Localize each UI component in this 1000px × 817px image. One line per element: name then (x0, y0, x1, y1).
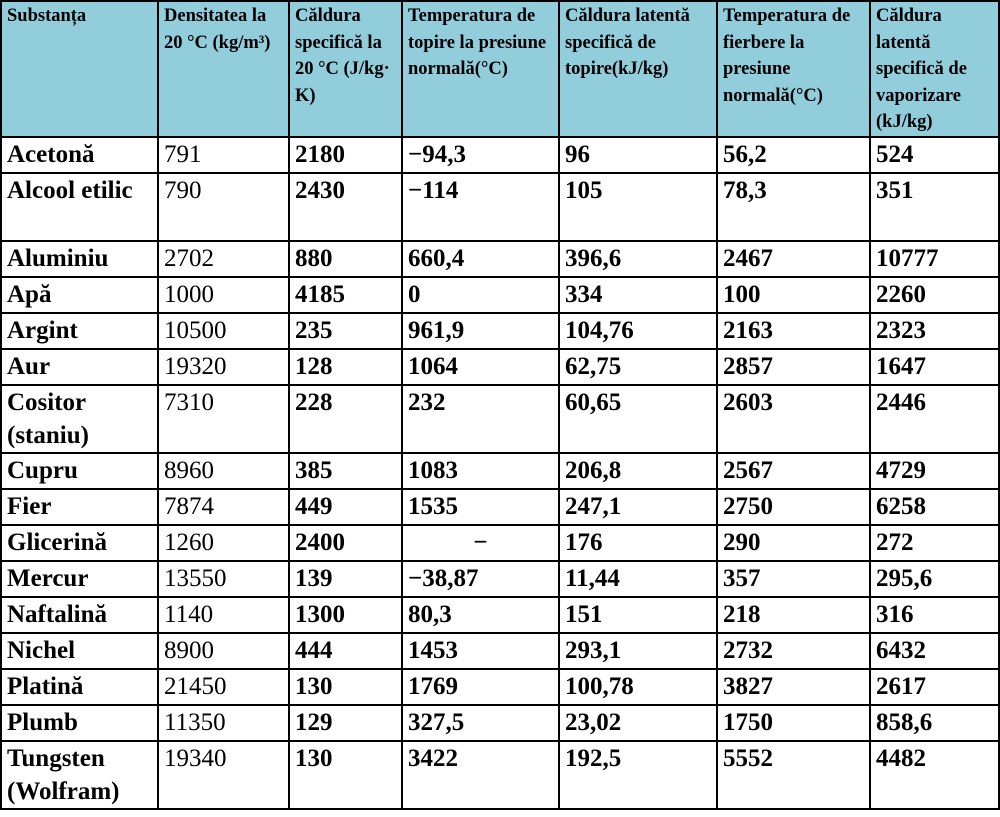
latent-vaporization-cell: 351 (870, 173, 999, 241)
latent-vaporization-cell: 295,6 (870, 561, 999, 597)
boiling-point-cell: 100 (717, 277, 870, 313)
latent-melting-cell: 11,44 (559, 561, 717, 597)
table-header-row (1, 1, 999, 137)
latent-vaporization-cell: 2260 (870, 277, 999, 313)
latent-melting-cell: 151 (559, 597, 717, 633)
table-row (1, 669, 999, 705)
melting-point-cell: −114 (402, 173, 559, 241)
density-cell: 13550 (158, 561, 289, 597)
density-cell: 7874 (158, 489, 289, 525)
specific-heat-cell: 128 (289, 349, 402, 385)
latent-vaporization-cell: 2323 (870, 313, 999, 349)
melting-point-cell: 1769 (402, 669, 559, 705)
melting-point-cell: 232 (402, 385, 559, 453)
boiling-point-cell: 3827 (717, 669, 870, 705)
specific-heat-cell: 129 (289, 705, 402, 741)
density-cell: 19340 (158, 741, 289, 809)
latent-melting-cell: 334 (559, 277, 717, 313)
boiling-point-cell: 1750 (717, 705, 870, 741)
density-cell: 790 (158, 173, 289, 241)
specific-heat-cell: 2400 (289, 525, 402, 561)
latent-vaporization-cell: 2617 (870, 669, 999, 705)
latent-vaporization-cell: 6432 (870, 633, 999, 669)
table-row (1, 741, 999, 809)
latent-vaporization-cell: 1647 (870, 349, 999, 385)
latent-vaporization-cell: 4729 (870, 453, 999, 489)
latent-vaporization-cell: 316 (870, 597, 999, 633)
boiling-point-cell: 78,3 (717, 173, 870, 241)
table-row (1, 633, 999, 669)
table-row (1, 525, 999, 561)
header-melting-point: Temperatura de topire la presiune normală(°C) (402, 1, 559, 137)
latent-melting-cell: 60,65 (559, 385, 717, 453)
header-substance: Substanța (1, 1, 158, 137)
header-specific-heat: Căldura specifică la 20 °C (J/kg· K) (289, 1, 402, 137)
specific-heat-cell: 235 (289, 313, 402, 349)
substance-name: Mercur (1, 561, 158, 597)
table-row (1, 705, 999, 741)
density-cell: 1140 (158, 597, 289, 633)
melting-point-cell: 1083 (402, 453, 559, 489)
table-row (1, 277, 999, 313)
density-cell: 1260 (158, 525, 289, 561)
substance-name: Argint (1, 313, 158, 349)
specific-heat-cell: 2180 (289, 137, 402, 173)
boiling-point-cell: 290 (717, 525, 870, 561)
table-row (1, 349, 999, 385)
latent-vaporization-cell: 6258 (870, 489, 999, 525)
density-cell: 21450 (158, 669, 289, 705)
substance-name: Fier (1, 489, 158, 525)
melting-point-cell: 1535 (402, 489, 559, 525)
latent-melting-cell: 247,1 (559, 489, 717, 525)
substance-name: Tungsten (Wolfram) (1, 741, 158, 809)
substance-name: Aur (1, 349, 158, 385)
density-cell: 7310 (158, 385, 289, 453)
latent-melting-cell: 23,02 (559, 705, 717, 741)
melting-point-cell: 1453 (402, 633, 559, 669)
latent-vaporization-cell: 858,6 (870, 705, 999, 741)
boiling-point-cell: 357 (717, 561, 870, 597)
melting-point-cell: 961,9 (402, 313, 559, 349)
specific-heat-cell: 385 (289, 453, 402, 489)
specific-heat-cell: 130 (289, 741, 402, 809)
density-cell: 791 (158, 137, 289, 173)
table-row (1, 597, 999, 633)
latent-melting-cell: 104,76 (559, 313, 717, 349)
density-cell: 8960 (158, 453, 289, 489)
boiling-point-cell: 56,2 (717, 137, 870, 173)
melting-point-cell: − (402, 525, 559, 561)
latent-vaporization-cell: 4482 (870, 741, 999, 809)
latent-vaporization-cell: 10777 (870, 241, 999, 277)
latent-melting-cell: 396,6 (559, 241, 717, 277)
substance-name: Glicerină (1, 525, 158, 561)
density-cell: 19320 (158, 349, 289, 385)
melting-point-cell: 660,4 (402, 241, 559, 277)
latent-melting-cell: 62,75 (559, 349, 717, 385)
substance-name: Nichel (1, 633, 158, 669)
table-row (1, 561, 999, 597)
specific-heat-cell: 139 (289, 561, 402, 597)
boiling-point-cell: 2567 (717, 453, 870, 489)
specific-heat-cell: 130 (289, 669, 402, 705)
latent-melting-cell: 192,5 (559, 741, 717, 809)
density-cell: 10500 (158, 313, 289, 349)
boiling-point-cell: 218 (717, 597, 870, 633)
latent-vaporization-cell: 272 (870, 525, 999, 561)
latent-melting-cell: 96 (559, 137, 717, 173)
latent-vaporization-cell: 2446 (870, 385, 999, 453)
specific-heat-cell: 228 (289, 385, 402, 453)
boiling-point-cell: 2750 (717, 489, 870, 525)
table-row (1, 453, 999, 489)
substance-name: Apă (1, 277, 158, 313)
latent-melting-cell: 100,78 (559, 669, 717, 705)
table-row (1, 313, 999, 349)
specific-heat-cell: 880 (289, 241, 402, 277)
specific-heat-cell: 1300 (289, 597, 402, 633)
header-density: Densitatea la 20 °C (kg/m³) (158, 1, 289, 137)
substance-name: Plumb (1, 705, 158, 741)
table-body (1, 137, 999, 809)
density-cell: 11350 (158, 705, 289, 741)
melting-point-cell: −94,3 (402, 137, 559, 173)
melting-point-cell: 3422 (402, 741, 559, 809)
substance-name: Cupru (1, 453, 158, 489)
melting-point-cell: 0 (402, 277, 559, 313)
boiling-point-cell: 2163 (717, 313, 870, 349)
substance-name: Alcool etilic (1, 173, 158, 241)
table-row (1, 173, 999, 241)
substance-name: Platină (1, 669, 158, 705)
boiling-point-cell: 2467 (717, 241, 870, 277)
melting-point-cell: 80,3 (402, 597, 559, 633)
substance-name: Naftalină (1, 597, 158, 633)
table-row (1, 137, 999, 173)
boiling-point-cell: 2857 (717, 349, 870, 385)
latent-melting-cell: 206,8 (559, 453, 717, 489)
table-row (1, 385, 999, 453)
density-cell: 8900 (158, 633, 289, 669)
header-latent-vaporization: Căldura latentă specifică de vaporizare (kJ/kg) (870, 1, 999, 137)
density-cell: 2702 (158, 241, 289, 277)
table-row (1, 489, 999, 525)
boiling-point-cell: 2603 (717, 385, 870, 453)
header-latent-melting: Căldura latentă specifică de topire(kJ/kg) (559, 1, 717, 137)
latent-vaporization-cell: 524 (870, 137, 999, 173)
latent-melting-cell: 105 (559, 173, 717, 241)
substance-name: Acetonă (1, 137, 158, 173)
melting-point-cell: −38,87 (402, 561, 559, 597)
specific-heat-cell: 449 (289, 489, 402, 525)
latent-melting-cell: 293,1 (559, 633, 717, 669)
header-boiling-point: Temperatura de fierbere la presiune normală(°C) (717, 1, 870, 137)
table-row (1, 241, 999, 277)
boiling-point-cell: 5552 (717, 741, 870, 809)
specific-heat-cell: 4185 (289, 277, 402, 313)
substance-name: Cositor (staniu) (1, 385, 158, 453)
density-cell: 1000 (158, 277, 289, 313)
melting-point-cell: 1064 (402, 349, 559, 385)
specific-heat-cell: 2430 (289, 173, 402, 241)
boiling-point-cell: 2732 (717, 633, 870, 669)
latent-melting-cell: 176 (559, 525, 717, 561)
melting-point-cell: 327,5 (402, 705, 559, 741)
specific-heat-cell: 444 (289, 633, 402, 669)
substance-name: Aluminiu (1, 241, 158, 277)
